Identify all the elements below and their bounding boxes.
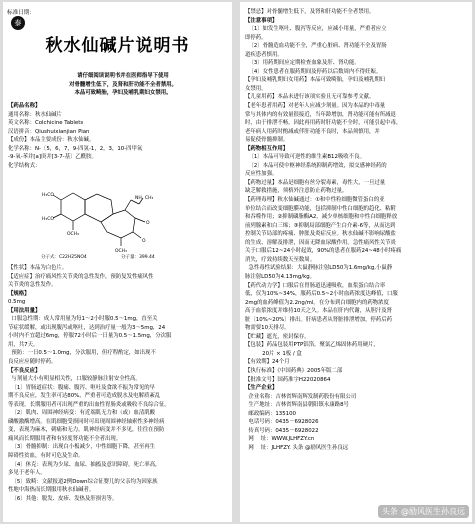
text-line: 【有效期】24个月 [245,359,290,366]
date-mark-label: 标准日期： [7,10,35,16]
right-page [240,2,472,522]
text-line: 多见于老年人。 [8,470,46,477]
text-line: 即停药。 [245,34,267,41]
svg-text:O: O [142,239,146,244]
text-line: 生产地址：吉林省辉南县朝阳镇永康路8号 [245,402,349,409]
svg-text:OCH₃: OCH₃ [115,249,127,254]
text-line: 英文名称：Colchicine Tablets [8,120,84,127]
text-line: 节症状缓解，或出现腹泻或呕吐，达到治疗量一般为3～5mg，24 [8,324,166,331]
text-line: 道疾患者慎用。 [245,51,283,58]
text-line: 【不良反应】 [8,367,41,374]
page-title: 秋水仙碱片说明书 [45,36,190,56]
notice-line: 对骨髓增生低下，及肾和肝功能不全者禁用。 [69,81,177,88]
text-line: 〔2〕肌肉、周围神经病变：有近端肌无力和（或）血清肌酸 [8,410,156,417]
text-line: 【药品名称】 [8,103,41,109]
svg-text:H₃CO: H₃CO [42,193,54,198]
text-line: 磷酸激酶增高。在肌细胞受损同时可出现周围神经轴索性多神经病 [8,418,165,425]
text-line: 【生产企业】 [245,385,278,392]
text-line: 易促使骨髓抑制。 [245,137,289,144]
text-line: 时，由于排泄不畅，因此再用药时肝功能不全时，可能引起中毒， [245,120,402,127]
chemical-structure-diagram [39,188,179,260]
company-logo: 泰 [11,16,25,30]
left-text-block [8,102,230,170]
text-line: 障碍性贫血，有时可危及生命。 [8,453,84,460]
text-line: 【药代动力学】口服后在胃肠道迅速吸收，血浆蛋白结合率 [245,282,386,289]
text-line: 期不良反应，发生率可达80%，严重者可造成脱水及电解质紊乱 [8,393,161,400]
text-line: 【适应症】治疗痛风性关节炎的急性发作，预防复发性痛风性 [8,273,154,280]
text-line: 传真号码：0435－6928022 [245,427,319,434]
svg-text:OCH₃: OCH₃ [67,232,79,237]
text-line: 【禁忌】对骨髓增生低下，及肾和肝功能不全者禁用。 [245,9,375,15]
text-line: 变，表现为麻木，刺痛和无力。肌神经病变并不多见，往往在预防 [8,427,165,434]
text-line: 【包装】药品包装用PTP铝箔，聚氯乙烯固体药用硬片， [245,342,379,349]
notice-line: 请仔细阅读说明书并在医师指导下使用 [77,73,169,79]
text-line: 急性毒性试验结果：大鼠静脉注射LD50为1.6mg/kg,小鼠静 [245,265,393,272]
text-line: 【批准文号】国药准字H22020864 [245,376,331,383]
text-line: 〔1〕本品可导致可逆性的维生素B12吸收不良。 [245,154,365,161]
text-line: 0.5mg [8,299,26,306]
text-line: 网 址：JLHFZY. 头条 @励风医生孙良远 [245,444,349,451]
text-line: 脉注射LD50为4.13mg/kg。 [245,273,316,280]
text-line: 企业名称：吉林省辉南辉发制药股份有限公司 [245,393,357,400]
text-line: 常与其体内的有效量很接近，当年龄增加，肾功能可能有所减退 [245,111,396,118]
text-line: 〔2〕骨髓造血功能不全，严重心脏病、肾功能不全及胃肠 [245,43,387,50]
watermark-brand: 头条 [381,507,398,516]
text-line: 【注意事项】 [245,17,278,24]
text-line: 低，仅为10%~34%，服药后0.5~2小时血药浓度达峰值，口服 [245,291,398,298]
text-line: 【药物相互作用】 [245,145,289,152]
text-line: 化学名称：N-〔5，6，7，9-四氢-1，2，3，10-四甲氧 [8,145,143,152]
text-line: 反应性加强。 [245,171,278,178]
text-line: 与剂量大小有明显相关性，口服较静脉注射安全性高。 [8,376,141,383]
text-line: 【老年患者用药】对老年人应减少剂量。因为本品的中毒量 [245,103,386,110]
text-line: 预防：一日0.5～1.0mg，分次服用，但疗程酌定，如出现不 [8,350,156,357]
text-line: 汉语拼音：Qiushuixianjian Pian [8,128,90,135]
text-line: 物需要10天排尽。 [245,325,290,332]
text-line: 【儿童用药】本品未进行该项实验且无可靠参考文献。 [245,94,375,101]
text-line: 【成份】本品主要成份：秋水仙碱。 [8,137,95,144]
left-text-block-bottom [8,264,230,503]
text-line: 高于血浆浓度并维持10天之久。本品在肝内代谢，从胆汁及肾 [245,308,393,315]
text-line: 等表现。长期服用者可出现严重的出血性胃肠炎或吸收不良综合征。 [8,401,170,408]
text-line: 单位结合而改变细胞膜功能，包括抑制中性白细胞的趋化、粘附 [245,205,396,212]
text-line: 【规格】 [8,290,30,297]
text-line: 通用名称：秋水仙碱片 [8,111,62,118]
text-line: 【性状】本品为白色片。 [8,265,68,271]
text-line: -9-氧-苯并[a]庚并[3-7-基〕乙酰胺。 [8,154,97,161]
warning-notice [33,72,213,98]
text-line: 〔2〕本品可使中枢神经系统抑制药增效，拟交感神经药的 [245,162,387,169]
text-line: 良反应应随时停药。 [8,359,57,366]
text-line: 〔6〕其他：脱发、皮疹、发热及肝损害等。 [8,495,118,502]
text-line: 网 址：WWW.JLHFZY.cn [245,436,315,443]
text-line: 2mg的血药峰值为2.2ng/ml。在分布到白细胞内的药物浓度 [245,299,389,306]
molecular-formula: 分子式：C22H25NO4 [41,255,87,260]
svg-text:H₃CO: H₃CO [42,217,54,222]
text-line: 消失，疗效持续数天至数周。 [245,256,316,263]
text-line: 痛风而长期服用者和有轻度肾功能不全者出现。 [8,435,122,442]
notice-line: 本品可致畸胎，孕妇及哺乳期妇女禁用。 [74,90,172,97]
text-line: 【药理毒理】秋水仙碱通过：①和中性粒细胞微管蛋白的亚 [245,197,385,204]
text-line: 〔3〕骨髓抑制：出现白小板减少，中性细胞下降，甚至再生 [8,444,156,451]
right-text-block [245,8,469,452]
text-line: 〔3〕用药期间应定期检查血象及肝、肾功能。 [245,60,360,67]
text-line: 邮政编码：135100 [245,410,296,417]
text-line: 性地中海热而长期服用秋水仙碱者。 [8,487,95,494]
text-line: 〔5〕致畸：文献报道2例Down综合征婴儿的父亲均为因家族 [8,478,158,485]
watermark [378,505,469,518]
left-page [3,2,232,522]
text-line: 【孕妇及哺乳期妇女用药】本品可致畸胎，孕妇及哺乳期妇 [245,77,386,84]
text-line: 〔4〕休克：表现为少尿、血尿、抽搐及意识障碍。死亡率高， [8,461,161,468]
text-line: 女禁用。 [245,85,267,92]
text-line: 〔1〕胃肠道症状：腹痛、腹泻、呕吐及食欲不振为常见的早 [8,384,156,391]
watermark-handle: @励风医生孙良远 [401,507,465,516]
molecular-weight: 分子量：399.44 [121,255,155,260]
text-line: 和吞噬作用；②抑制磷脂酶A2，减少单核细胞和中性白细胞释放 [245,214,398,221]
text-line: 口服急性期：成人常用量为每1～2小时服0.5～1mg，直至关 [8,316,158,323]
text-line: 老年病人用药时酌减或伴肝功能不良时，本品须慎用，并 [245,128,380,135]
text-line: 20片 × 1板 / 盒 [245,350,302,357]
text-line: 电话号码：0435－6928026 [245,419,319,426]
svg-text:NH: NH [135,196,142,201]
text-line: 缺乏解救措施，须格外注意防止药物过量。 [245,188,348,195]
text-line: 【贮藏】遮光，密封保存。 [245,333,310,340]
text-line: 化学结构式： [8,162,41,169]
text-line: 〔1〕如发生呕吐、腹泻等反应，应减小用量，严重者应立 [245,26,387,33]
text-line: 【执行标准】《中国药典》2005年版二部 [245,367,343,374]
text-line: 用，共7天。 [8,341,39,348]
svg-text:CH₃: CH₃ [145,196,154,201]
text-line: 脏〔10%~20%〕排出。肝病患者从肾脏排泄增加，停药后药 [245,316,393,323]
svg-text:O: O [146,221,150,226]
text-line: 的生成、溶解及排泄，因而无降血尿酸作用。急性痛风性关节炎 [245,239,396,246]
text-line: 关于口服后12~24小时起效，90%的患者在服药24~48小时疼痛 [245,248,402,255]
text-line: 〔4〕女性患者在服药期间及停药以后数周内不得妊娠。 [245,68,382,75]
text-line: 控制关节局部的疼痛、肿胀及炎症反应。秋水仙碱不影响尿酸盐 [245,231,396,238]
text-line: 【药物过量】本品是细胞有丝分裂毒素，毒性大，一旦过量 [245,179,386,186]
text-line: 小时内不宜超过6mg，停服72小时后一日量为0.5～1.5mg，分次服 [8,333,172,340]
text-line: 前列腺素和白三烯；③抑制局部细胞产生白介素-6等，从而达到 [245,222,396,229]
text-line: 【用法用量】 [8,307,41,314]
text-line: 关节炎的急性发作。 [8,282,57,289]
